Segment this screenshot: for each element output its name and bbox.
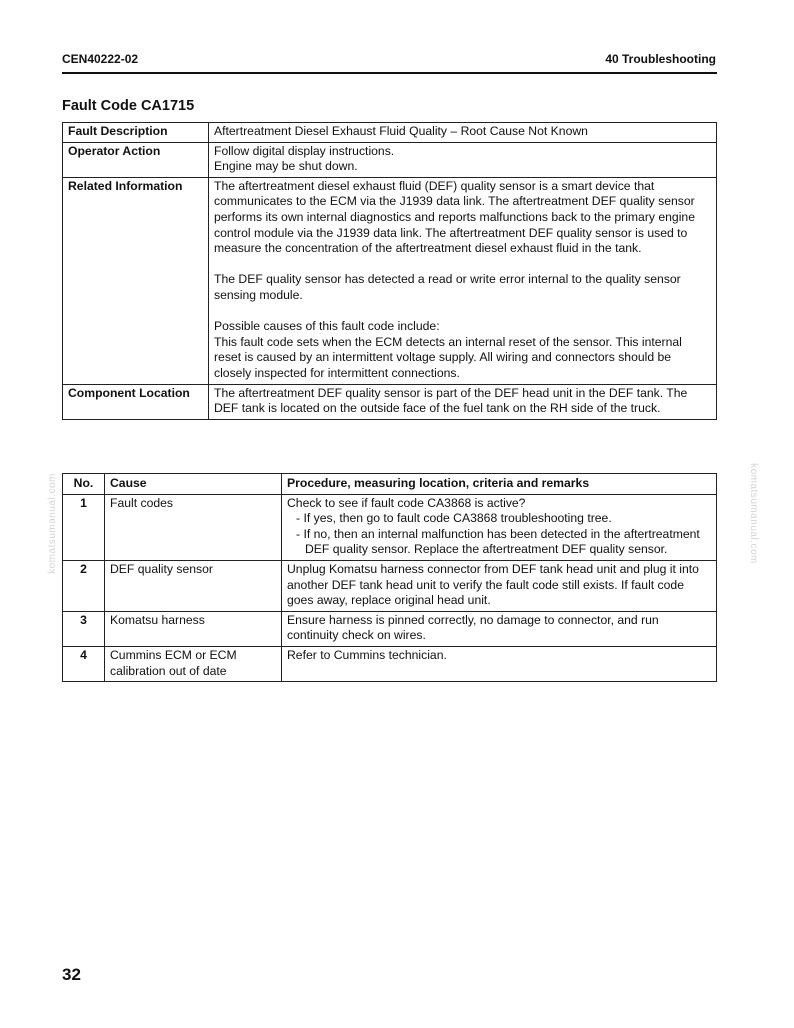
- fault-row-paragraph: Possible causes of this fault code include: This fault code sets when the ECM detects an internal reset of the sensor. This internal reset is caused by an intermittent voltage supply. All wiring and connectors should be closely inspected for intermittent connections.: [214, 319, 682, 380]
- cause-text: Cummins ECM or ECM calibration out of date: [105, 646, 282, 681]
- header-rule: [62, 72, 717, 74]
- col-header-no: No.: [63, 474, 105, 495]
- fault-row: [63, 123, 717, 143]
- fault-row-paragraph: The aftertreatment DEF quality sensor is part of the DEF head unit in the DEF tank. The DEF tank is located on the outside face of the fuel tank on the RH side of the truck.: [214, 385, 688, 416]
- cause-table-header: [63, 474, 717, 495]
- page-number: 32: [62, 965, 81, 984]
- fault-row: [63, 177, 717, 384]
- watermark-left: komatsumanual.com: [46, 473, 58, 574]
- page-title: Fault Code CA1715: [62, 98, 195, 114]
- document-code: CEN40222-02: [62, 52, 139, 66]
- cause-row: [63, 494, 717, 560]
- fault-row-paragraph: Aftertreatment Diesel Exhaust Fluid Quality – Root Cause Not Known: [214, 124, 588, 138]
- fault-row: [63, 384, 717, 419]
- procedure-cell: [282, 560, 717, 611]
- cause-number: 1: [63, 494, 105, 560]
- procedure-bullet: - If no, then an internal malfunction has been detected in the aftertreatment DEF quality sensor. Replace the aftertreatment DEF quality sensor.: [296, 526, 700, 557]
- fault-row-label: Related Information: [63, 177, 209, 384]
- procedure-cell: [282, 611, 717, 646]
- cause-text: DEF quality sensor: [105, 560, 282, 611]
- fault-row: [63, 142, 717, 177]
- procedure-text: Check to see if fault code CA3868 is active?: [287, 495, 526, 510]
- fault-info-table: [62, 122, 717, 420]
- fault-row-label: Operator Action: [63, 142, 209, 177]
- fault-row-value: [209, 177, 717, 384]
- fault-row-value: [209, 123, 717, 143]
- cause-number: 4: [63, 646, 105, 681]
- procedure-text: Ensure harness is pinned correctly, no damage to connector, and run continuity check on wires.: [287, 612, 659, 643]
- fault-row-value: [209, 142, 717, 177]
- cause-text: Fault codes: [105, 494, 282, 560]
- cause-row: [63, 646, 717, 681]
- procedure-bullet: - If yes, then go to fault code CA3868 troubleshooting tree.: [296, 511, 612, 526]
- fault-row-paragraph: The aftertreatment diesel exhaust fluid (DEF) quality sensor is a smart device that communicates to the ECM via the J1939 data link. The aftertreatment DEF quality sensor performs its own internal diagnostics and reports malfunctions back to the primary engine control module via the J1939 data link. The aftertreatment DEF quality sensor is used to measure the concentration of the aftertreatment diesel exhaust fluid in the tank.: [214, 178, 695, 256]
- fault-row-paragraph: The DEF quality sensor has detected a read or write error internal to the quality sensor sensing module.: [214, 272, 681, 302]
- procedure-text: Unplug Komatsu harness connector from DEF tank head unit and plug it into another DEF tank head unit to verify the fault code still exists. If fault code goes away, replace original head unit.: [287, 561, 699, 608]
- watermark-right: komatsumanual.com: [748, 463, 760, 564]
- cause-row: [63, 611, 717, 646]
- col-header-cause: Cause: [105, 474, 282, 495]
- cause-number: 3: [63, 611, 105, 646]
- procedure-cell: [282, 494, 717, 560]
- col-header-procedure: Procedure, measuring location, criteria and remarks: [282, 474, 717, 495]
- cause-number: 2: [63, 560, 105, 611]
- cause-table: [62, 473, 717, 682]
- cause-text: Komatsu harness: [105, 611, 282, 646]
- procedure-text: Refer to Cummins technician.: [287, 647, 447, 662]
- section-title: 40 Troubleshooting: [605, 52, 716, 66]
- fault-row-label: Component Location: [63, 384, 209, 419]
- fault-row-label: Fault Description: [63, 123, 209, 143]
- cause-row: [63, 560, 717, 611]
- fault-row-paragraph: Follow digital display instructions. Engine may be shut down.: [214, 143, 395, 174]
- fault-row-value: [209, 384, 717, 419]
- procedure-cell: [282, 646, 717, 681]
